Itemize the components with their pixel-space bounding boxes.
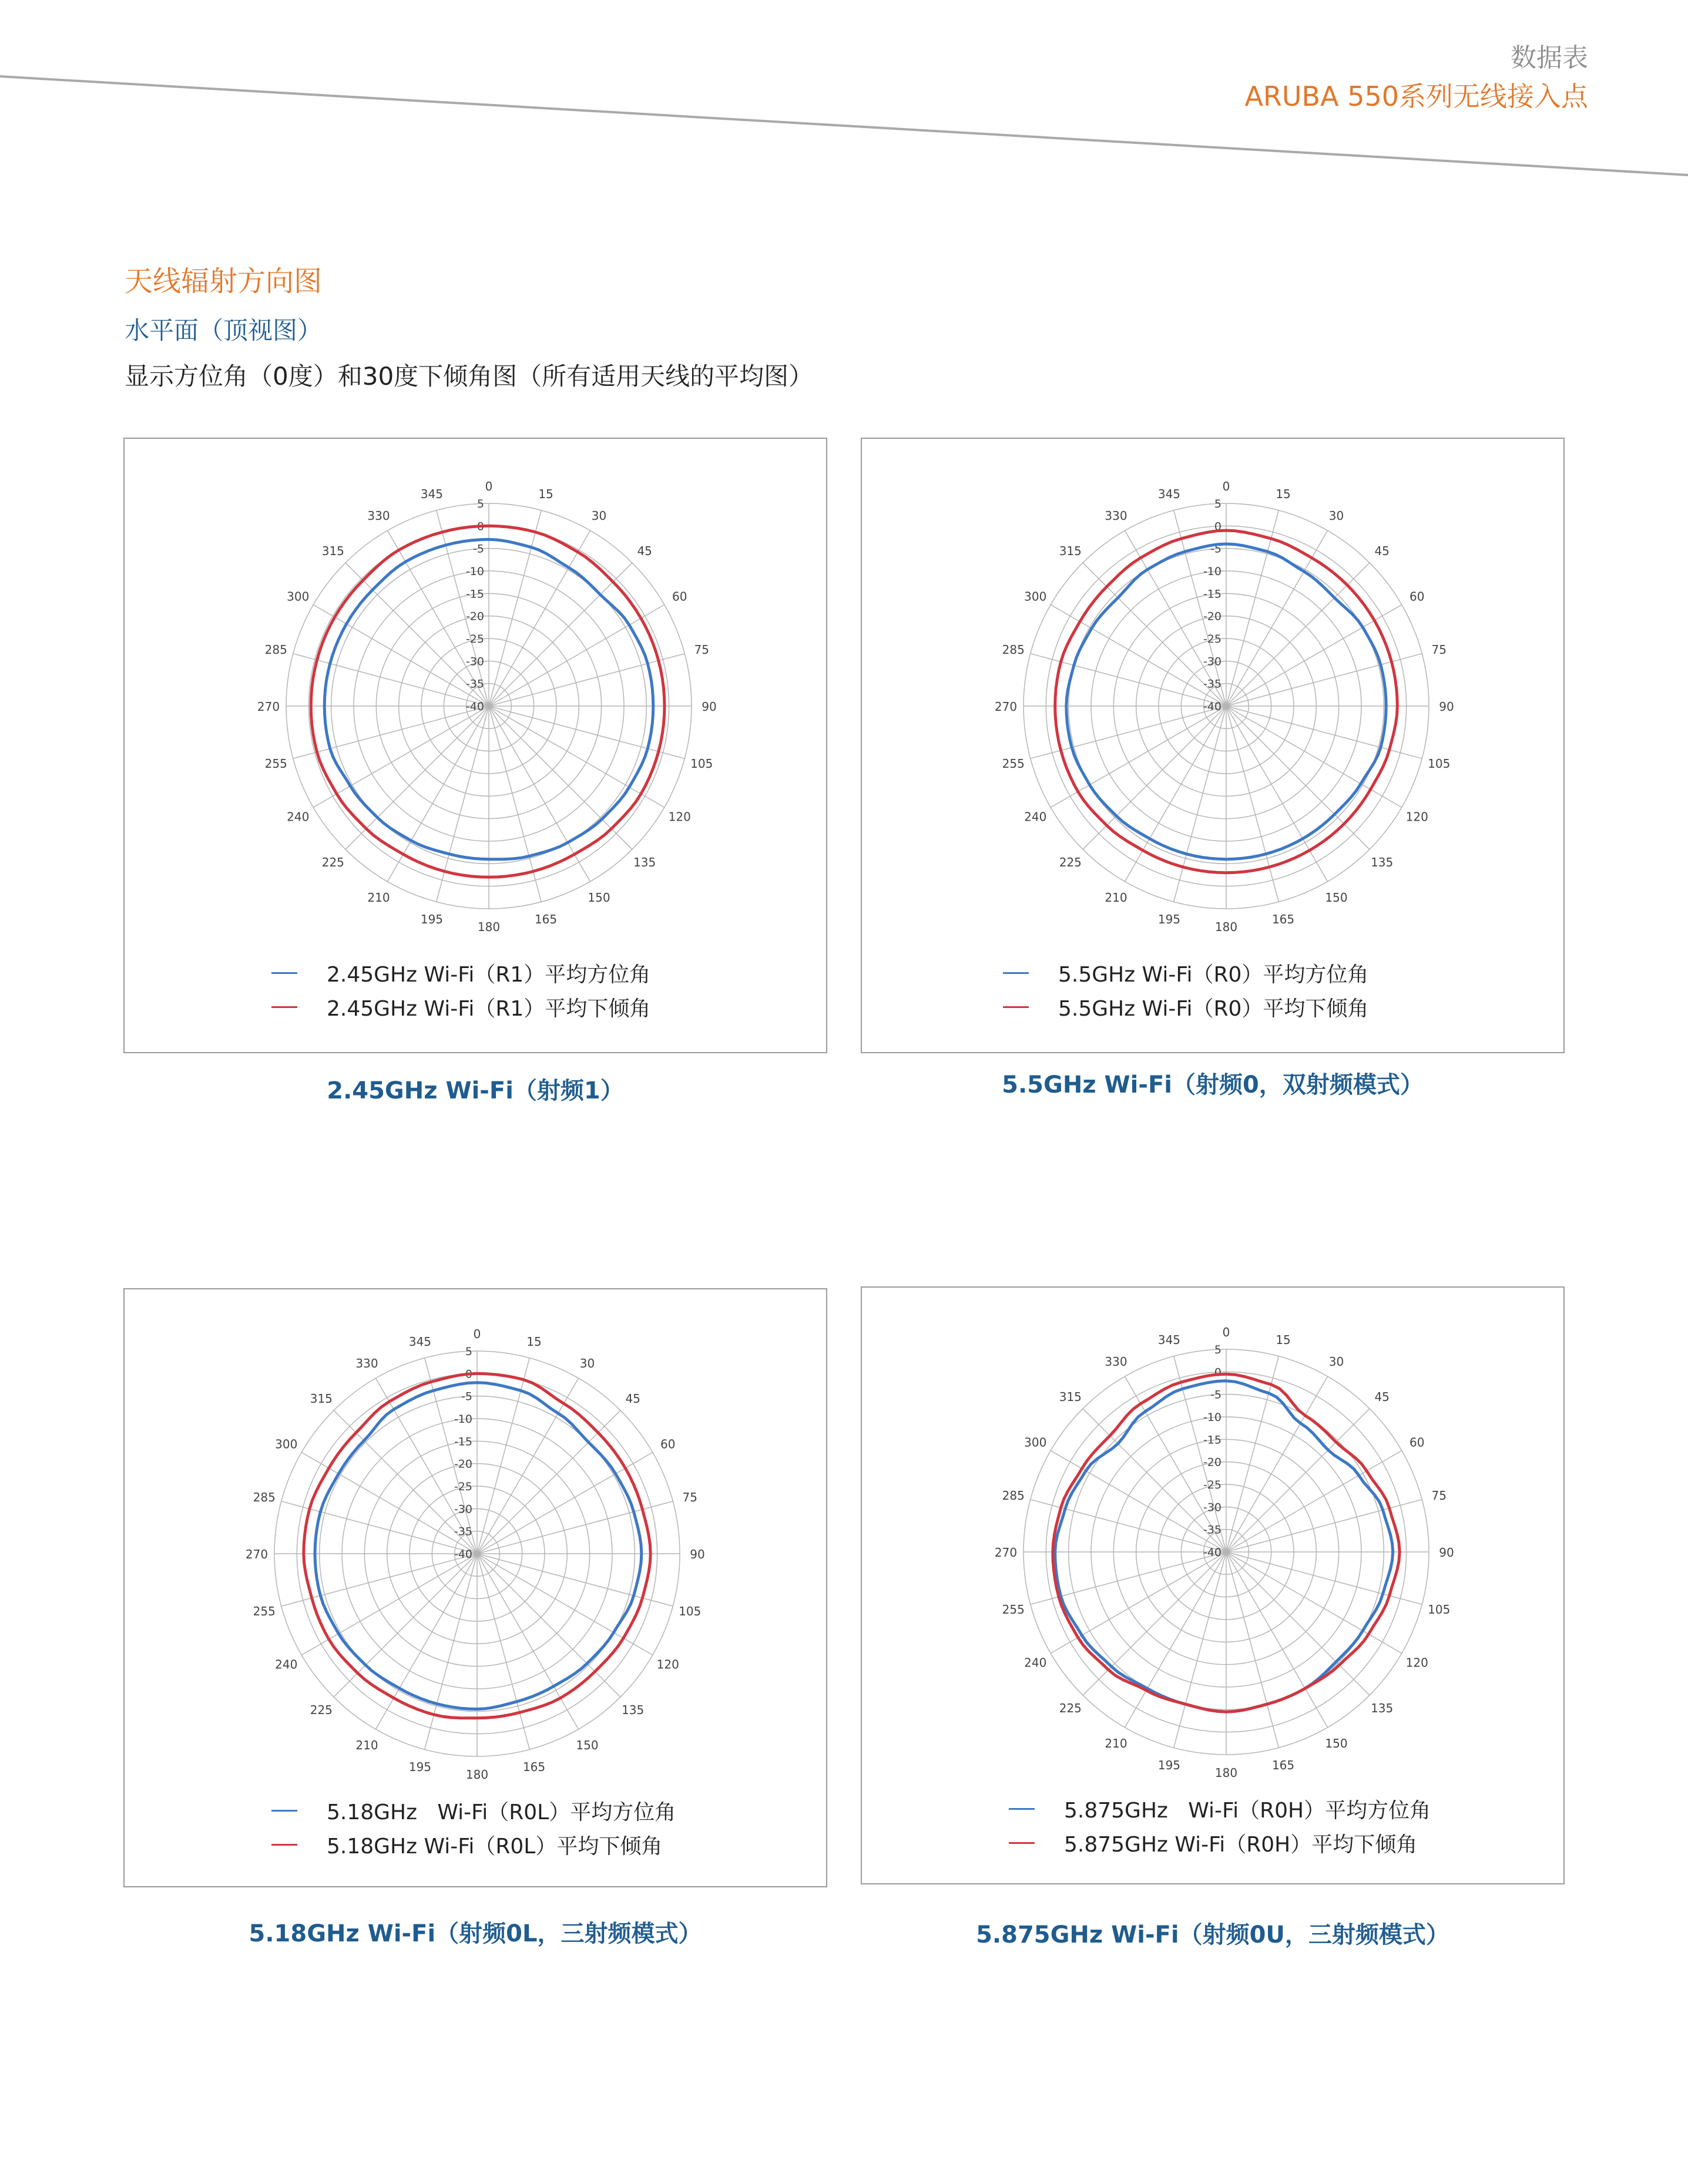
radial-tick-label: -30 [1203,1501,1221,1514]
legend-swatch-azimuth [271,972,297,974]
legend-item-downtilt [1009,1826,1431,1860]
angle-tick-label: 90 [702,700,717,714]
section-title: 天线辐射方向图 [125,265,323,298]
radial-tick-label: 0 [465,1367,472,1381]
radial-tick-label: -15 [1203,1433,1221,1447]
polar-grid-spoke [1226,706,1370,849]
angle-tick-label: 135 [633,855,656,870]
angle-tick-label: 75 [1431,642,1447,657]
legend-item-azimuth [1009,1792,1431,1826]
polar-grid-spoke [477,1554,529,1749]
legend-label: 5.5GHz Wi-Fi（R0）平均方位角 [1058,962,1369,987]
polar-chart-1 [236,456,741,950]
angle-tick-label: 285 [1002,642,1025,657]
legend-label: 5.5GHz Wi-Fi（R0）平均下倾角 [1058,996,1369,1021]
chart-caption-4: 5.875GHz Wi-Fi（射频0U，三射频模式） [976,1921,1449,1948]
angle-tick-label: 240 [1024,809,1047,824]
angle-tick-label: 120 [668,809,691,824]
legend-label: 5.875GHz Wi-Fi（R0H）平均下倾角 [1064,1832,1418,1857]
angle-tick-label: 165 [1271,912,1295,927]
radial-tick-label: -40 [1203,1546,1221,1559]
angle-tick-label: 210 [367,890,390,905]
angle-tick-label: 135 [1371,855,1394,870]
angle-tick-label: 255 [1002,1602,1025,1617]
angle-tick-label: 300 [275,1437,298,1451]
angle-tick-label: 300 [1024,1435,1047,1450]
polar-grid-spoke [1226,1409,1370,1552]
angle-tick-label: 180 [1214,920,1238,934]
section-subtitle: 水平面（顶视图） [125,316,323,345]
angle-tick-label: 105 [1428,757,1451,771]
angle-tick-label: 165 [534,912,558,927]
radial-tick-label: -35 [1203,1523,1221,1537]
chart-caption-3: 5.18GHz Wi-Fi（射频0L，三射频模式） [249,1920,702,1947]
angle-tick-label: 240 [1024,1655,1047,1670]
angle-tick-label: 15 [538,486,553,501]
angle-tick-label: 60 [660,1437,676,1451]
angle-tick-label: 90 [1439,1545,1454,1560]
angle-tick-label: 30 [591,509,607,523]
angle-tick-label: 195 [1157,912,1181,927]
series-line-azimuth [315,1383,642,1709]
legend-swatch-downtilt [271,1006,297,1008]
angle-tick-label: 240 [275,1657,298,1672]
chart-panel-3 [123,1288,827,1887]
radial-tick-label: -15 [454,1435,472,1449]
radial-tick-label: -10 [465,565,484,578]
header-product-name: ARUBA 550系列无线接入点 [1244,80,1588,112]
radial-tick-label: -25 [454,1480,472,1493]
angle-tick-label: 0 [1222,1325,1230,1339]
radial-tick-label: -20 [454,1457,472,1471]
radial-tick-label: -30 [454,1503,472,1516]
angle-tick-label: 210 [355,1738,378,1752]
angle-tick-label: 120 [656,1657,679,1672]
angle-tick-label: 150 [576,1738,599,1752]
radial-tick-label: -40 [465,700,484,713]
angle-tick-label: 195 [420,912,444,927]
radial-tick-label: -5 [1210,1388,1221,1402]
radial-tick-label: -5 [461,1390,472,1403]
angle-tick-label: 120 [1405,809,1428,824]
radial-tick-label: 0 [1214,1366,1221,1379]
angle-tick-label: 285 [1002,1488,1025,1503]
angle-tick-label: 75 [694,642,709,657]
angle-tick-label: 105 [679,1604,702,1619]
angle-tick-label: 30 [1328,1355,1344,1369]
angle-tick-label: 330 [1105,509,1127,523]
legend-swatch-azimuth [1003,972,1029,974]
angle-tick-label: 300 [287,589,310,604]
angle-tick-label: 90 [690,1547,705,1561]
angle-tick-label: 165 [522,1760,546,1775]
polar-grid-spoke [293,654,489,706]
angle-tick-label: 150 [588,890,610,905]
radial-tick-label: -5 [1210,542,1221,556]
chart-legend-3 [271,1793,676,1862]
radial-tick-label: -10 [1203,565,1221,578]
chart-panel-4 [861,1286,1565,1884]
angle-tick-label: 150 [1325,890,1348,905]
chart-legend-4 [1009,1792,1431,1860]
angle-tick-label: 195 [1157,1758,1181,1773]
radial-tick-label: -40 [1203,700,1221,713]
angle-tick-label: 345 [408,1334,432,1349]
legend-label: 2.45GHz Wi-Fi（R1）平均下倾角 [327,996,651,1021]
chart-caption-1: 2.45GHz Wi-Fi（射频1） [327,1077,624,1104]
angle-tick-label: 270 [257,700,280,714]
angle-tick-label: 330 [367,509,390,523]
polar-grid-spoke [293,706,489,758]
angle-tick-label: 30 [579,1356,595,1371]
legend-item-azimuth [271,1793,676,1827]
radial-tick-label: -30 [465,655,484,668]
radial-tick-label: -35 [465,677,484,691]
radial-tick-label: -25 [1203,633,1221,646]
angle-tick-label: 345 [1157,486,1181,501]
angle-tick-label: 60 [672,589,687,604]
legend-swatch-azimuth [1009,1808,1035,1810]
angle-tick-label: 210 [1105,1736,1127,1750]
angle-tick-label: 0 [1222,479,1230,493]
angle-tick-label: 60 [1410,1435,1425,1450]
angle-tick-label: 120 [1405,1655,1428,1670]
polar-grid-spoke [1083,706,1226,849]
angle-tick-label: 270 [994,700,1018,714]
radial-tick-label: -35 [1203,677,1221,691]
angle-tick-label: 165 [1271,1758,1295,1773]
legend-item-downtilt [1003,990,1368,1024]
angle-tick-label: 255 [1002,757,1025,771]
legend-swatch-downtilt [1003,1006,1029,1008]
radial-tick-label: 5 [1214,1343,1221,1356]
polar-grid-spoke [1083,1552,1226,1695]
angle-tick-label: 300 [1024,589,1047,604]
polar-grid-spoke [334,1554,477,1697]
polar-grid-spoke [1226,1552,1370,1695]
angle-tick-label: 315 [310,1391,333,1406]
chart-panel-2 [861,438,1565,1053]
angle-tick-label: 180 [477,920,501,934]
angle-tick-label: 225 [1059,855,1082,870]
angle-tick-label: 15 [1276,1332,1291,1347]
chart-panel-1 [123,438,827,1053]
angle-tick-label: 210 [1105,890,1127,905]
radial-tick-label: -30 [1203,655,1221,668]
angle-tick-label: 225 [1059,1701,1082,1716]
legend-label: 5.18GHz Wi-Fi（R0L）平均方位角 [327,1800,676,1825]
angle-tick-label: 135 [1371,1701,1394,1716]
angle-tick-label: 15 [1276,486,1291,501]
angle-tick-label: 285 [264,642,287,657]
angle-tick-label: 195 [408,1760,432,1775]
radial-tick-label: 5 [1214,498,1221,510]
angle-tick-label: 45 [625,1391,640,1406]
polar-grid-spoke [477,1554,620,1697]
angle-tick-label: 105 [690,757,713,771]
polar-chart-3 [224,1307,730,1795]
angle-tick-label: 270 [994,1545,1018,1560]
chart-caption-2: 5.5GHz Wi-Fi（射频0，双射频模式） [1002,1071,1424,1098]
angle-tick-label: 75 [1431,1488,1447,1503]
polar-grid-spoke [1174,1552,1226,1748]
angle-tick-label: 345 [1157,1332,1181,1347]
angle-tick-label: 150 [1325,1736,1348,1750]
legend-item-azimuth [1003,956,1368,990]
radial-tick-label: 5 [465,1345,472,1358]
angle-tick-label: 30 [1328,509,1344,523]
angle-tick-label: 135 [622,1703,645,1718]
angle-tick-label: 45 [637,543,652,558]
angle-tick-label: 45 [1374,543,1390,558]
angle-tick-label: 285 [253,1490,276,1504]
angle-tick-label: 60 [1410,589,1425,604]
radial-tick-label: -10 [454,1413,472,1426]
radial-tick-label: -5 [473,542,484,556]
legend-swatch-downtilt [1009,1842,1035,1844]
chart-legend-2 [1003,956,1368,1024]
polar-grid-spoke [1226,1552,1278,1748]
legend-label: 5.18GHz Wi-Fi（R0L）平均下倾角 [327,1834,663,1859]
radial-tick-label: -40 [454,1548,472,1561]
radial-tick-label: -35 [454,1525,472,1538]
polar-chart-4 [974,1305,1479,1793]
angle-tick-label: 345 [420,486,444,501]
chart-legend-1 [271,956,650,1024]
radial-tick-label: -20 [1203,1456,1221,1469]
angle-tick-label: 180 [1214,1766,1238,1780]
angle-tick-label: 330 [1105,1355,1127,1369]
polar-chart-2 [974,456,1479,950]
legend-swatch-downtilt [271,1844,297,1846]
angle-tick-label: 255 [264,757,287,771]
angle-tick-label: 255 [253,1604,276,1619]
angle-tick-label: 240 [287,809,310,824]
section-description: 显示方位角（0度）和30度下倾角图（所有适用天线的平均图） [125,362,814,391]
angle-tick-label: 15 [526,1334,542,1349]
angle-tick-label: 330 [355,1356,378,1371]
polar-grid-spoke [425,1554,477,1749]
legend-label: 5.875GHz Wi-Fi（R0H）平均方位角 [1064,1798,1431,1823]
radial-tick-label: -20 [465,610,484,623]
legend-item-downtilt [271,990,650,1024]
angle-tick-label: 225 [310,1703,333,1718]
radial-tick-label: 5 [476,498,484,510]
angle-tick-label: 105 [1428,1602,1451,1617]
radial-tick-label: -15 [1203,587,1221,601]
polar-grid-spoke [489,706,684,758]
angle-tick-label: 180 [465,1768,489,1782]
angle-tick-label: 270 [245,1547,269,1561]
radial-tick-label: -20 [1203,610,1221,623]
polar-grid-spoke [489,654,684,706]
angle-tick-label: 225 [321,855,344,870]
legend-item-downtilt [271,1827,676,1862]
angle-tick-label: 0 [485,479,493,493]
legend-item-azimuth [271,956,650,990]
radial-tick-label: -15 [465,587,484,601]
radial-tick-label: -25 [1203,1479,1221,1491]
polar-grid-spoke [489,563,632,706]
angle-tick-label: 0 [473,1327,481,1341]
legend-label: 2.45GHz Wi-Fi（R1）平均方位角 [327,962,651,987]
radial-tick-label: -25 [465,633,484,646]
radial-tick-label: 0 [1214,520,1221,533]
angle-tick-label: 315 [321,543,344,558]
angle-tick-label: 90 [1439,700,1454,714]
radial-tick-label: -10 [1203,1411,1221,1424]
angle-tick-label: 315 [1059,543,1082,558]
header-doc-type: 数据表 [1511,43,1588,73]
legend-swatch-azimuth [271,1810,297,1812]
angle-tick-label: 315 [1059,1389,1082,1404]
radial-tick-label: 0 [476,520,484,533]
angle-tick-label: 45 [1374,1389,1390,1404]
angle-tick-label: 75 [682,1490,697,1504]
